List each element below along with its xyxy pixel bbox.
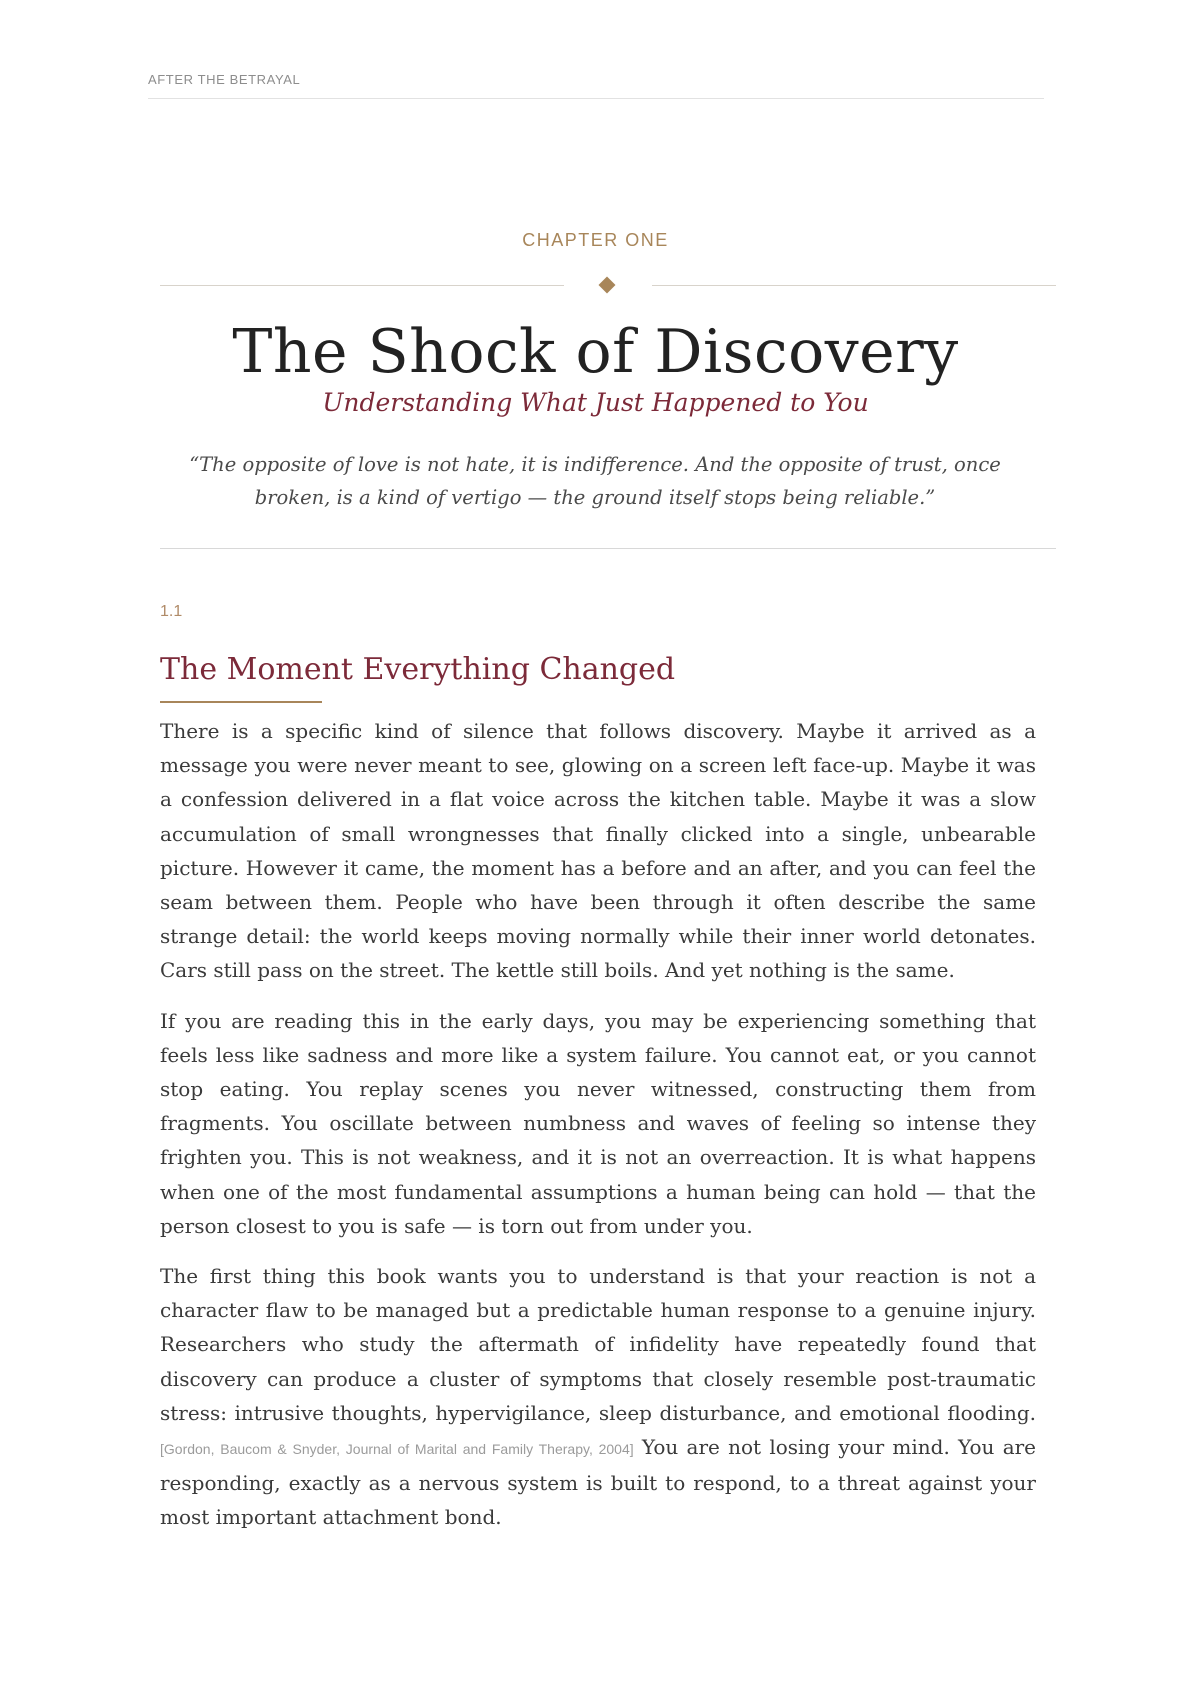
body-paragraph: There is a specific kind of silence that follows discovery. Maybe it arrived as a message you were never meant to see, glowing on a screen left face-up. Maybe it was a confession delivered in a flat voice across the kitchen table. Maybe it was a slow accumulation of small wrongnesses that finally clicked into a single, unbearable picture. However it came, the moment has a before and an after, and you can feel the seam between them. People who have been through it often describe the same strange detail: the world keeps moving normally while their inner world detonates. Cars still pass on the street. The kettle still boils. And yet nothing is the same.: [160, 719, 1036, 983]
body-text: [160, 714, 1036, 1551]
citation: [Gordon, Baucom & Snyder, Journal of Marital and Family Therapy, 2004]: [160, 1441, 634, 1458]
header-divider: [148, 98, 1044, 99]
diamond-icon: [599, 277, 616, 294]
section-heading: The Moment Everything Changed: [160, 652, 676, 687]
section-number: 1.1: [160, 603, 183, 620]
heading-underline: [160, 701, 322, 703]
chapter-ornament: [160, 276, 1056, 296]
chapter-label: CHAPTER ONE: [522, 230, 669, 250]
paragraph-text: You are not losing your mind. You are responding, exactly as a nervous system is built to respond, to a threat against your most important attachment bond.: [160, 1435, 1037, 1530]
body-paragraph: If you are reading this in the early days, you may be experiencing something that feels less like sadness and more like a system failure. You cannot eat, or you cannot stop eating. You replay scenes you never witnessed, constructing them from fragments. You oscillate between numbness and waves of feeling so intense they frighten you. This is not weakness, and it is not an overreaction. It is what happens when one of the most fundamental assumptions a human being can hold — that the person closest to you is safe — is torn out from under you.: [160, 1008, 1036, 1238]
epigraph-quote: “The opposite of love is not hate, it is indifference. And the opposite of trust, once broken, is a kind of vertigo — the ground itself stops being reliable.”: [189, 453, 1001, 509]
running-head: AFTER THE BETRAYAL: [148, 72, 301, 87]
ornament-line-left: [160, 285, 564, 286]
body-paragraph: [160, 1259, 1036, 1535]
chapter-title: The Shock of Discovery: [232, 317, 959, 387]
chapter-subtitle: Understanding What Just Happened to You: [322, 388, 869, 417]
paragraph-text: The first thing this book wants you to understand is that your reaction is not a character flaw to be managed but a predictable human response to a genuine injury. Researchers who study the aftermath of infidelity have repeatedly found that discovery can produce a cluster of symptoms that closely resemble post-traumatic stress: intrusive thoughts, hypervigilance, sleep disturbance, and emotional flooding.: [160, 1264, 1036, 1425]
epigraph-divider: [160, 548, 1056, 549]
ornament-line-right: [652, 285, 1056, 286]
